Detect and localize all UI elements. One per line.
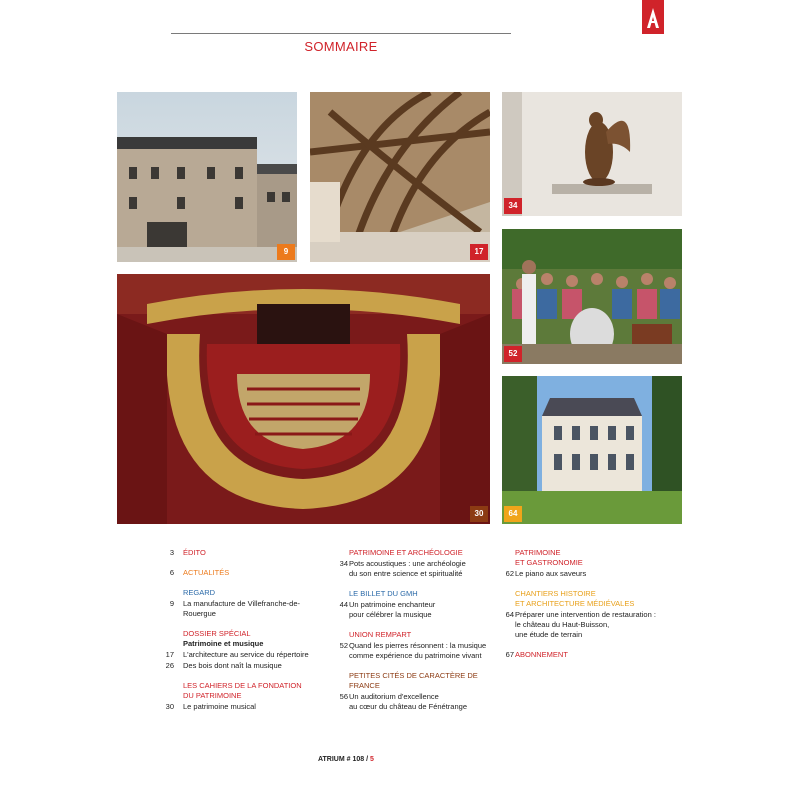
section-heading: DOSSIER SPÉCIAL <box>183 629 251 638</box>
photo-statue <box>502 92 682 216</box>
issue-label: ATRIUM # 108 / <box>318 756 369 763</box>
section-heading: ACTUALITÉS <box>183 568 230 577</box>
toc-entry-title: La manufacture de Villefranche-de-Rouergue <box>183 599 301 618</box>
toc-entry-line: Quand les pierres résonnent : la musique <box>349 641 487 650</box>
section-heading: UNION REMPART <box>349 630 412 639</box>
photo-manufacture <box>117 92 297 262</box>
toc-entry-abonnement[interactable] <box>500 650 660 660</box>
toc-entry-line: Pots acoustiques : une archéologie <box>349 559 466 568</box>
toc-page-number: 9 <box>169 599 174 608</box>
section-heading: ET ARCHITECTURE MÉDIÉVALES <box>515 599 635 608</box>
toc-page-number: 6 <box>169 568 174 577</box>
toc-entry[interactable] <box>334 559 504 579</box>
toc-section-regard <box>160 588 330 598</box>
page-title: SOMMAIRE <box>304 39 378 54</box>
toc-entry-edito[interactable] <box>160 548 330 558</box>
section-subtitle: Patrimoine et musique <box>183 639 264 648</box>
toc-section-rempart <box>334 630 504 640</box>
toc-entry[interactable] <box>334 692 504 712</box>
toc-page-number: 26 <box>165 661 174 670</box>
toc-entry-line: pour célébrer la musique <box>349 610 432 619</box>
toc-section-billet <box>334 589 504 599</box>
toc-entry[interactable] <box>334 641 504 661</box>
toc-page-number: 67 <box>505 650 514 659</box>
toc-section-petites-cites <box>334 671 504 691</box>
toc-entry-line: comme expérience du patrimoine vivant <box>349 651 482 660</box>
toc-entry-line: le château du Haut-Buisson, <box>515 620 610 629</box>
atrium-logo-icon <box>642 0 664 34</box>
page-badge: 17 <box>470 244 488 260</box>
section-heading: ABONNEMENT <box>515 650 568 659</box>
toc-column-2 <box>334 548 504 716</box>
section-heading: PATRIMOINE <box>515 548 561 557</box>
page-badge: 30 <box>470 506 488 522</box>
section-heading: ÉDITO <box>183 548 206 557</box>
toc-entry[interactable] <box>160 599 330 619</box>
toc-page-number: 17 <box>165 650 174 659</box>
photo-concert <box>502 229 682 364</box>
toc-entry-line: du son entre science et spiritualité <box>349 569 463 578</box>
toc-section-chantiers <box>500 589 660 609</box>
toc-section-cahiers <box>160 681 330 701</box>
toc-entry[interactable] <box>500 610 660 640</box>
toc-entry-line: une étude de terrain <box>515 630 583 639</box>
toc-section-archeo <box>334 548 504 558</box>
toc-page-number: 44 <box>339 600 348 609</box>
toc-entry-line: Un auditorium d'excellence <box>349 692 439 701</box>
section-heading: PATRIMOINE ET ARCHÉOLOGIE <box>349 548 463 557</box>
toc-page-number: 30 <box>165 702 174 711</box>
toc-page-number: 34 <box>339 559 348 568</box>
toc-entry[interactable] <box>160 702 330 712</box>
toc-entry-title: Le piano aux saveurs <box>515 569 587 578</box>
header-rule <box>171 33 511 34</box>
toc-entry[interactable] <box>334 600 504 620</box>
toc-section-dossier <box>160 629 330 649</box>
toc-entry-title: Des bois dont naît la musique <box>183 661 282 670</box>
section-heading: PETITES CITÉS DE CARACTÈRE DE FRANCE <box>349 671 478 690</box>
page-badge: 34 <box>504 198 522 214</box>
toc-section-gastronomie <box>500 548 660 568</box>
toc-page-number: 3 <box>169 548 174 557</box>
toc-entry-actualites[interactable] <box>160 568 330 578</box>
page-badge: 52 <box>504 346 522 362</box>
toc-column-3 <box>500 548 660 664</box>
toc-entry-line: Préparer une intervention de restauration : <box>515 610 656 619</box>
toc-entry[interactable] <box>500 569 660 579</box>
page-badge: 64 <box>504 506 522 522</box>
toc-entry-line: Un patrimoine enchanteur <box>349 600 436 609</box>
page-badge: 9 <box>277 244 295 260</box>
photo-chateau <box>502 376 682 524</box>
section-heading: ET GASTRONOMIE <box>515 558 583 567</box>
photo-theatre <box>117 274 490 524</box>
section-heading: LES CAHIERS DE LA FONDATION <box>183 681 302 690</box>
toc-entry[interactable] <box>160 650 330 660</box>
toc-page-number: 52 <box>339 641 348 650</box>
toc-page-number: 62 <box>505 569 514 578</box>
photo-charpente <box>310 92 490 262</box>
toc-entry-title: Le patrimoine musical <box>183 702 256 711</box>
page-footer <box>318 756 374 763</box>
toc-page-number: 64 <box>505 610 514 619</box>
section-heading: CHANTIERS HISTOIRE <box>515 589 596 598</box>
section-heading: LE BILLET DU GMH <box>349 589 418 598</box>
toc-entry-title: L'architecture au service du répertoire <box>183 650 309 659</box>
toc-column-1 <box>160 548 330 716</box>
page-number: 5 <box>370 756 374 763</box>
toc-entry[interactable] <box>160 661 330 671</box>
toc-page-number: 56 <box>339 692 348 701</box>
section-heading: DU PATRIMOINE <box>183 691 242 700</box>
section-heading: REGARD <box>183 588 216 597</box>
toc-entry-line: au cœur du château de Fénétrange <box>349 702 467 711</box>
